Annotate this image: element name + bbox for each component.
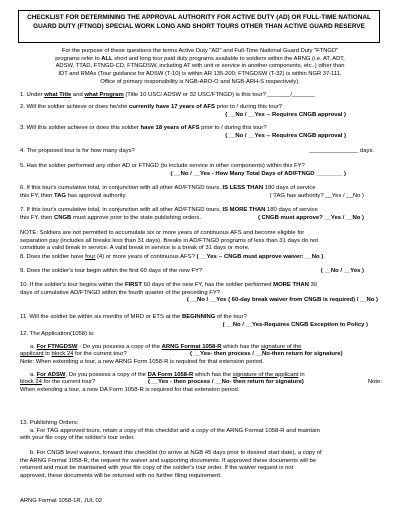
q7-answer-options[interactable]: ( CNGB must approve? __Yes / __No ) bbox=[257, 214, 364, 221]
title-line-2: GUARD DUTY (FTNGD) SPECIAL WORK LONG AND SHORT TOURS OTHER THAN ACTIVE GUARD RESERVE bbox=[33, 22, 365, 30]
question-1: 1. Under what Title and what Program (Title 10 USC/ ADSW or 32 USC/FTNGD) is this tour? _______/_______ bbox=[20, 92, 315, 98]
question-7: 7. If this tour's cumulative total, in conjunction with all other AD/FTNGD tours, IS MORE THAN 180 days of service this FY, then CNGB must approve prior to the state publishing orders. ( CNGB must approve? __Yes / __No ) bbox=[20, 207, 364, 221]
purpose-line: ADSW, TTAD, FTNGD-CD, FTNGDSW, including AT with unit or service in another components, etc..) other than bbox=[55, 63, 345, 70]
q12a-answer-options[interactable]: ( __Yes- then process / __No-then return for signature) bbox=[190, 351, 343, 358]
q12-adsw: a. For ADSW, Do you possess a copy of the DA Form 1058-R which has the signature of the applicant in bbox=[30, 371, 305, 378]
q6-answer-options[interactable]: ( TAG has authority? __Yes / __No ) bbox=[269, 192, 364, 199]
q11-answer-options[interactable]: ( __No / __Yes-Requires CNGB Exception to Policy ) bbox=[222, 321, 368, 328]
form-footer: ARNG Format 1058-1R, JUL 02 bbox=[20, 498, 102, 504]
q12-ftngdsw: a. For FTNGDSW - Do you possess a copy of the ARNG Format 1058-R which has the signature of the bbox=[30, 343, 302, 350]
purpose-line: IDT and RMAs (Tour guidance for ADSW (T-10) is within AR 135-200; FTNGDSW (T-32) is within NGR 37-111, bbox=[58, 70, 342, 77]
purpose-paragraph bbox=[20, 48, 380, 86]
question-11: 11. Will the soldier be within six months of MRD or ETS at the BEGINNING of the tour? ( __No / __Yes-Requires CNGB Exception to Policy ) bbox=[20, 314, 368, 328]
question-3: 3. Will this soldier achieve or does this soldier have 18 years of AFS prior to / during this tour? ( __No / __Yes -- Requires CNGB approval ) bbox=[20, 125, 346, 139]
question-12: 12. The Application(1058) is: a. For FTNGDSW - Do you possess a copy of the ARNG Format 1058-R which has the signature of the applicant in block 24 for the current tour? ( __Yes- then process / __No-then return for signature) Note: When extending a tour, a new ARNG Form 1058-R is required for that extension period. a. For ADSW, Do you possess a copy of the DA Form 1058-R which has the signature of the applicant in block 24 for the current tour? ( __Yes - then process / __No- then return for signature) Note: When extending a tour, a new DA Form 1058-R is required for that extension period. bbox=[20, 331, 382, 394]
q12b-answer-options[interactable]: ( __Yes - then process / __No- then return for signature) bbox=[148, 379, 304, 386]
purpose-line: Office of primary responsibility is NGB-ARO-O and NGB-ARH-S respectively). bbox=[100, 78, 300, 85]
q1-answer-field[interactable]: (Title 10 USC/ ADSW or 32 USC/FTNGD) is this tour? _______/_______ bbox=[123, 92, 315, 98]
purpose-line: programs refer to ALL short and long tour paid duty programs available to soldiers within the ARNG (i.e. AT, ADT, bbox=[55, 55, 345, 62]
form-title bbox=[20, 14, 378, 31]
q3-answer-options[interactable]: ( __No / __Yes -- Requires CNGB approval ) bbox=[225, 132, 346, 139]
separation-pay-note: NOTE: Soldiers are not permitted to accumulate six or more years of continuous AFS and become eligible for separation pay (includes all breaks less than 31 days). Breaks in AD/FTNGD programs of less than 31 days do not constitute a valid break in service. A valid break in service is a break of 31 days or more. bbox=[20, 230, 318, 252]
question-4: 4. The proposed tour is for how many days? _______________ days. bbox=[20, 148, 374, 154]
question-10: 10. If the soldier's tour begins within the FIRST 60 days of the new FY, has the soldier performed MORE THAN 30 days of cumulative AD/FTNGD within the fourth quarter of the preceding FY? ( __No / __Yes ( 60-day break waiver from CNGB is required) / __No ) bbox=[20, 282, 378, 304]
question-2: 2. Will the soldier achieve or does he/she currently have 17 years of AFS prior to / during this tour? ( __No / __Yes -- Requires CNGB approval ) bbox=[20, 104, 346, 118]
question-6: 6. If this tour's cumulative total, in conjunction with all other AD/FTNGD tours, IS LESS THAN 180 days of service this FY, then TAG has approval authority. ( TAG has authority? __Yes / __No ) bbox=[20, 185, 364, 199]
purpose-line: For the purpose of these questions the terms Active Duty "AD" and Full-Time National Guard Duty "FTNGD" bbox=[61, 48, 339, 54]
title-line-1: CHECKLIST FOR DETERMINING THE APPROVAL AUTHORITY FOR ACTIVE DUTY (AD) OR FULL-TIME NATIONAL bbox=[27, 14, 371, 21]
q9-answer-options[interactable]: ( __No / __Yes ) bbox=[320, 268, 364, 274]
q4-days-field[interactable]: _______________ days. bbox=[309, 148, 374, 154]
q5-answer-options[interactable]: ( __No / __Yes - How Many Total Days of AD/FTNGD ________ ) bbox=[170, 170, 346, 177]
question-8: 8. Does the soldier have four (4) or more years of continuous AFS? ( __Yes -- CNGB must approve waiver: __No ) bbox=[20, 254, 324, 260]
q10-answer-options[interactable]: ( __No / __Yes ( 60-day break waiver from CNGB is required) / __No ) bbox=[186, 297, 378, 304]
q2-answer-options[interactable]: ( __No / __Yes -- Requires CNGB approval ) bbox=[225, 111, 346, 118]
question-13: 13. Publishing Orders: a. For TAG approved tours, retain a copy of this checklist and a copy of the ARNG Format 1058-R and maintain with your file copy of the soldier's tour order. b. For CNGB level waivers, forward this checklist (to arrive at NGB 45 days prior to desired start date), a copy of the ARNG Format 1058-R, the request for waiver and supporting documents. If approved these documents will be returned and must be maintained with your file copy of the soldier's tour order. If the waiver request is not approved, these documents will be returned with no further filing requirement. bbox=[20, 420, 322, 480]
question-5: 5. Has the soldier performed any other AD or FTNGD (to include service in other components) within this FY? ( __No / __Yes - How Many Total Days of AD/FTNGD ________ ) bbox=[20, 163, 346, 177]
question-9: 9. Does the soldier's tour begin within the first 60 days of the new FY? ( __No / __Yes ) bbox=[20, 268, 364, 274]
q8-answer-options[interactable]: ( __Yes -- CNGB must approve waiver: __No ) bbox=[196, 254, 324, 260]
